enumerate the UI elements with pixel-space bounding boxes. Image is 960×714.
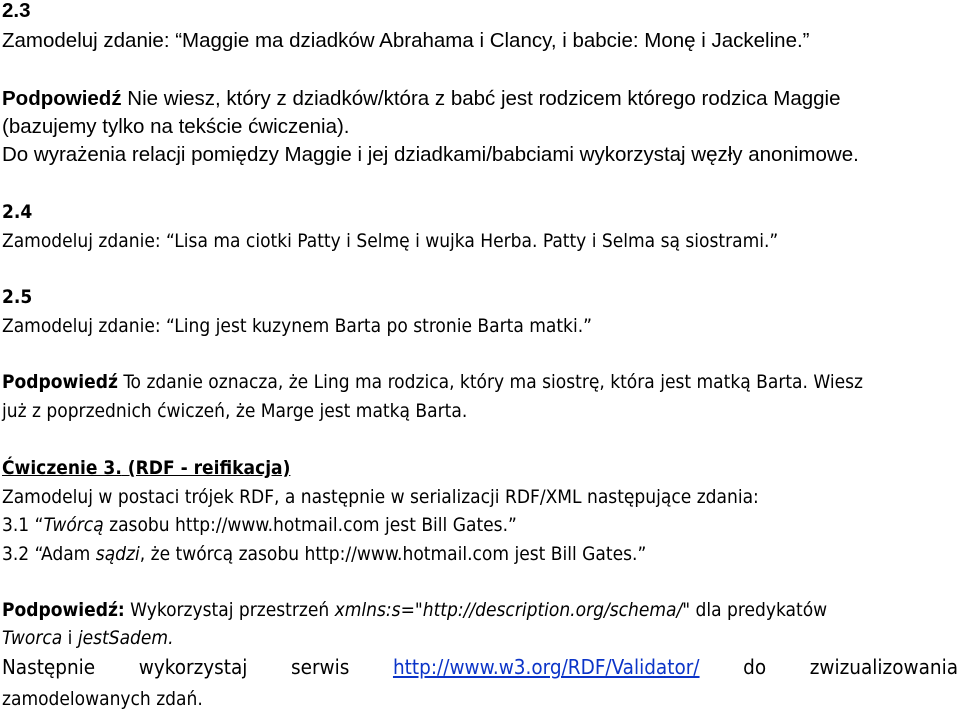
exercise-3-title: Ćwiczenie 3.: [2, 457, 122, 479]
exercise-3-subtitle: (RDF - reifikacja): [121, 457, 291, 479]
predicate-tworca: Tworca: [2, 627, 63, 649]
section-2-3-task: Zamodeluj zdanie: “Maggie ma dziadków Abrahama i Clancy, i babcie: Monę i Jackeline.”: [2, 29, 810, 52]
hint-label: Podpowiedź: [2, 371, 118, 393]
hint-label: Podpowiedź: [2, 87, 122, 110]
item-2-prefix: 3.2 “Adam: [2, 543, 96, 565]
exercise-3-next-line2: zamodelowanych zdań.: [2, 688, 203, 710]
word: wykorzystaj: [138, 655, 248, 679]
section-2-4-task: Zamodeluj zdanie: “Lisa ma ciotki Patty i Selmę i wujka Herba. Patty i Selma są siostrami.”: [2, 230, 779, 252]
exercise-3-item-2: [2, 541, 646, 567]
item-2-rest: , że twórcą zasobu http://www.hotmail.com jest Bill Gates.”: [139, 543, 647, 565]
item-2-italic: sądzi: [95, 543, 140, 565]
section-2-5-number: 2.5: [2, 286, 33, 308]
item-1-italic: Twórcą: [43, 514, 104, 536]
section-2-5-hint-line2: już z poprzednich ćwiczeń, że Marge jest matką Barta.: [2, 400, 468, 422]
exercise-3-intro: Zamodeluj w postaci trójek RDF, a następnie w serializacji RDF/XML następujące zdania:: [2, 486, 759, 508]
exercise-3-hint: [2, 597, 827, 623]
section-2-3-hint-line2: (bazujemy tylko na tekście ćwiczenia).: [2, 115, 350, 138]
hint-text: To zdanie oznacza, że Ling ma rodzica, który ma siostrę, która jest matką Barta. Wiesz: [117, 371, 864, 393]
exercise-3-item-1: [2, 512, 517, 538]
item-1-prefix: 3.1 “: [2, 514, 44, 536]
section-2-5-task: Zamodeluj zdanie: “Ling jest kuzynem Barta po stronie Barta matki.”: [2, 315, 592, 337]
hint-label: Podpowiedź:: [2, 599, 125, 621]
predicate-jestsadem: jestSadem.: [77, 627, 174, 649]
section-2-3-hint: [2, 86, 841, 112]
section-2-3-hint-line3: Do wyrażenia relacji pomiędzy Maggie i jej dziadkami/babciami wykorzystaj węzły anonimowe.: [2, 143, 859, 166]
word: zwizualizowania: [809, 655, 958, 679]
item-1-rest: zasobu http://www.hotmail.com jest Bill Gates.”: [103, 514, 517, 536]
hint-namespace: xmlns:s="http://description.org/schema/": [334, 599, 691, 621]
word: do: [743, 655, 767, 679]
hint-text-end: dla predykatów: [690, 599, 828, 621]
hint-text: Nie wiesz, który z dziadków/która z babć jest rodzicem którego rodzica Maggie: [121, 87, 841, 110]
exercise-3-hint-line2: [2, 625, 174, 651]
section-2-4-number: 2.4: [2, 201, 33, 223]
word: serwis: [291, 655, 350, 679]
section-2-3-number: 2.3: [2, 0, 31, 22]
hint-text: Wykorzystaj przestrzeń: [124, 599, 335, 621]
validator-link[interactable]: http://www.w3.org/RDF/Validator/: [392, 655, 700, 679]
exercise-3-heading: [2, 455, 290, 481]
section-2-5-hint: [2, 369, 863, 395]
hint-conjunction: i: [62, 627, 78, 649]
word: Następnie: [2, 655, 96, 679]
exercise-3-next-line: [2, 654, 958, 680]
